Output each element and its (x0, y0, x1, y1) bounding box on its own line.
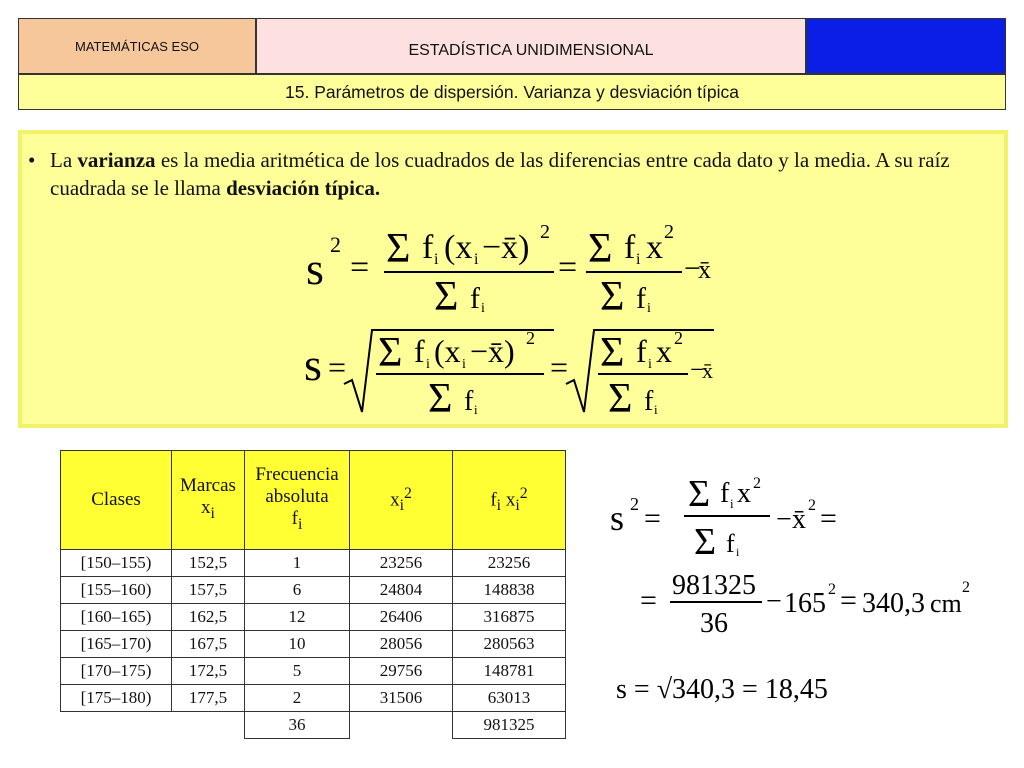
total-fi: 36 (245, 712, 350, 739)
header-text: x (501, 489, 516, 511)
table-cell: 280563 (453, 631, 566, 658)
wk-den-sum: Σ (694, 521, 717, 560)
sd-num2-x: x (656, 333, 672, 369)
val-unit-sq: 2 (962, 579, 970, 596)
table-cell: 148781 (453, 658, 566, 685)
sd-den1-sum: Σ (428, 376, 453, 422)
val-mean-sq: 2 (828, 581, 836, 598)
table-cell: 177,5 (172, 685, 245, 712)
sd-num2-sum: Σ (600, 330, 625, 376)
table-row (61, 550, 566, 577)
var-num1-xi-sub: i (474, 251, 479, 268)
table-cell (61, 712, 172, 739)
header-text: 2 (403, 484, 412, 502)
topic-title (18, 74, 1006, 110)
sd-den1-i: i (474, 402, 478, 417)
table-cell: 31506 (350, 685, 453, 712)
header-text: absoluta (265, 486, 329, 508)
col-xi2 (350, 451, 453, 550)
table-cell: 63013 (453, 685, 566, 712)
definition-box (18, 130, 1008, 428)
var-num2-sum: Σ (588, 226, 613, 272)
sd-xbar: x̄ (702, 358, 713, 383)
var-sq: 2 (330, 232, 341, 257)
sd-eq2: = (550, 349, 569, 385)
var-num2-x: x (646, 229, 663, 266)
subject-label (18, 18, 256, 74)
table-cell: 28056 (350, 631, 453, 658)
sd-den2-f: f (644, 386, 654, 417)
sd-s: s (304, 339, 322, 390)
sd-eq: = (328, 349, 347, 385)
val-eq2: = (840, 584, 857, 617)
subject-text: MATEMÁTICAS ESO (75, 38, 199, 54)
val-unit: cm (930, 589, 962, 618)
table-row (61, 658, 566, 685)
sd-den1-f: f (464, 386, 474, 417)
header-text: f (490, 489, 497, 511)
table-cell: 12 (245, 604, 350, 631)
frequency-table (60, 450, 566, 739)
header-text: f (291, 508, 298, 530)
table-cell: 5 (245, 658, 350, 685)
table-cell: 29756 (350, 658, 453, 685)
variance-formula (304, 214, 714, 314)
wk-num-i: i (730, 496, 734, 511)
table-cell: 6 (245, 577, 350, 604)
unit-title-text: ESTADÍSTICA UNIDIMENSIONAL (408, 42, 654, 59)
table-cell: 152,5 (172, 550, 245, 577)
var-num1-xi: (x (444, 229, 473, 266)
sd-num1-f: f (414, 333, 425, 369)
table-cell: 2 (245, 685, 350, 712)
header-text: i (399, 497, 404, 515)
sd-minus: − (690, 355, 705, 384)
col-clases (61, 451, 172, 550)
wk-den-i: i (736, 545, 740, 559)
table-cell: 1 (245, 550, 350, 577)
sd-num1-xi-sub: i (462, 357, 466, 372)
table-cell: 26406 (350, 604, 453, 631)
var-den1-i: i (481, 301, 485, 314)
col-frecuencia (245, 451, 350, 550)
table-cell: 148838 (453, 577, 566, 604)
bullet: • (28, 148, 36, 172)
definition-text (28, 146, 990, 202)
table-cell: [150–155) (61, 550, 172, 577)
sd-num2-f: f (636, 333, 647, 369)
worked-variance-values (640, 566, 980, 636)
var-num2-sq: 2 (664, 221, 674, 243)
wk-xbar-sq: 2 (808, 497, 816, 514)
unit-title (256, 18, 806, 74)
table-header-row (61, 451, 566, 550)
wk-sd-expr: s = √340,3 = 18,45 (616, 674, 828, 705)
table-cell: [165–170) (61, 631, 172, 658)
table-cell (172, 712, 245, 739)
std-dev-formula (304, 322, 724, 422)
total-fixi2: 981325 (453, 712, 566, 739)
worked-std-dev (616, 660, 876, 710)
var-s: s (306, 243, 324, 294)
sd-num1-sum: Σ (378, 330, 403, 376)
wk-num-sum: Σ (688, 473, 711, 515)
worked-variance (610, 470, 870, 560)
wk-xbar: x̄ (792, 504, 806, 535)
table-row (61, 577, 566, 604)
header-text: i (496, 497, 502, 515)
sd-num1-body: (x (434, 333, 461, 369)
var-num1-sq: 2 (540, 221, 550, 243)
wk-s: s (610, 498, 625, 538)
val-minus: − (766, 586, 782, 617)
table-cell: 10 (245, 631, 350, 658)
intro-text-2: es la media aritmética de los cuadrados de las diferencias entre cada dato y la media. A su raíz cuadrada se le llama (50, 148, 950, 200)
header-text: Frecuencia (255, 464, 339, 486)
wk-eq: = (644, 502, 661, 535)
wk-den-f: f (726, 529, 735, 558)
table-cell: 24804 (350, 577, 453, 604)
var-num2-f: f (624, 229, 636, 266)
header-text: Marcas (180, 475, 236, 497)
wk-num-f: f (720, 478, 730, 509)
wk-sq: 2 (630, 494, 639, 514)
var-den1-f: f (470, 282, 480, 314)
header-text: i (297, 515, 303, 533)
var-num2-i: i (636, 251, 641, 268)
table-totals-row (61, 712, 566, 739)
sd-num2-sq: 2 (674, 328, 683, 348)
table-row (61, 685, 566, 712)
table-cell: 162,5 (172, 604, 245, 631)
var-den2-i: i (647, 301, 651, 314)
header-text: x (390, 489, 400, 511)
val-result: 340,3 (862, 588, 925, 619)
var-minus: − (684, 252, 701, 285)
intro-text-1: La (50, 148, 78, 172)
sd-num2-i: i (648, 357, 652, 372)
sd-num1-i: i (426, 357, 430, 372)
var-den2-f: f (636, 282, 646, 314)
header-text: Clases (91, 489, 141, 510)
table-cell (350, 712, 453, 739)
table-cell: [160–165) (61, 604, 172, 631)
accent-block (806, 18, 1006, 74)
table-cell: [175–180) (61, 685, 172, 712)
table-row (61, 631, 566, 658)
var-den1-sum: Σ (434, 274, 459, 314)
wk-eq2: = (820, 502, 837, 535)
header-text: x (201, 497, 211, 519)
topic-title-text: 15. Parámetros de dispersión. Varianza y desviación típica (285, 81, 739, 102)
sd-den2-i: i (654, 402, 658, 417)
val-eq: = (640, 584, 657, 617)
var-den2-sum: Σ (600, 274, 625, 314)
term-desviacion-tipica: desviación típica. (226, 176, 381, 200)
col-marcas (172, 451, 245, 550)
table-cell: 167,5 (172, 631, 245, 658)
table-cell: 23256 (350, 550, 453, 577)
var-num1-f: f (422, 229, 434, 266)
sd-den2-sum: Σ (608, 376, 633, 422)
sd-num1-xbar: −x̄) (470, 333, 515, 369)
header-text: i (210, 504, 215, 522)
var-eq2: = (558, 249, 578, 286)
var-num1-i: i (434, 251, 439, 268)
col-fixi2 (453, 451, 566, 550)
header-text: i (515, 497, 520, 515)
var-num1-sum: Σ (386, 226, 411, 272)
wk-num-x: x (737, 478, 751, 509)
var-num1-xbar: −x̄) (482, 229, 530, 266)
var-xbar: x̄ (698, 255, 711, 284)
val-mean: 165 (784, 588, 826, 619)
term-varianza: varianza (77, 148, 156, 172)
table-cell: 316875 (453, 604, 566, 631)
table-cell: 157,5 (172, 577, 245, 604)
table-row (61, 604, 566, 631)
table-cell: 23256 (453, 550, 566, 577)
val-den: 36 (700, 608, 728, 636)
table-cell: 172,5 (172, 658, 245, 685)
sd-num1-sq: 2 (526, 328, 535, 348)
val-num: 981325 (672, 570, 756, 601)
wk-minus: − (776, 504, 792, 535)
table-cell: [155–160) (61, 577, 172, 604)
wk-num-sq: 2 (753, 475, 761, 492)
var-eq: = (350, 249, 370, 286)
table-cell: [170–175) (61, 658, 172, 685)
header-text: 2 (519, 484, 528, 502)
